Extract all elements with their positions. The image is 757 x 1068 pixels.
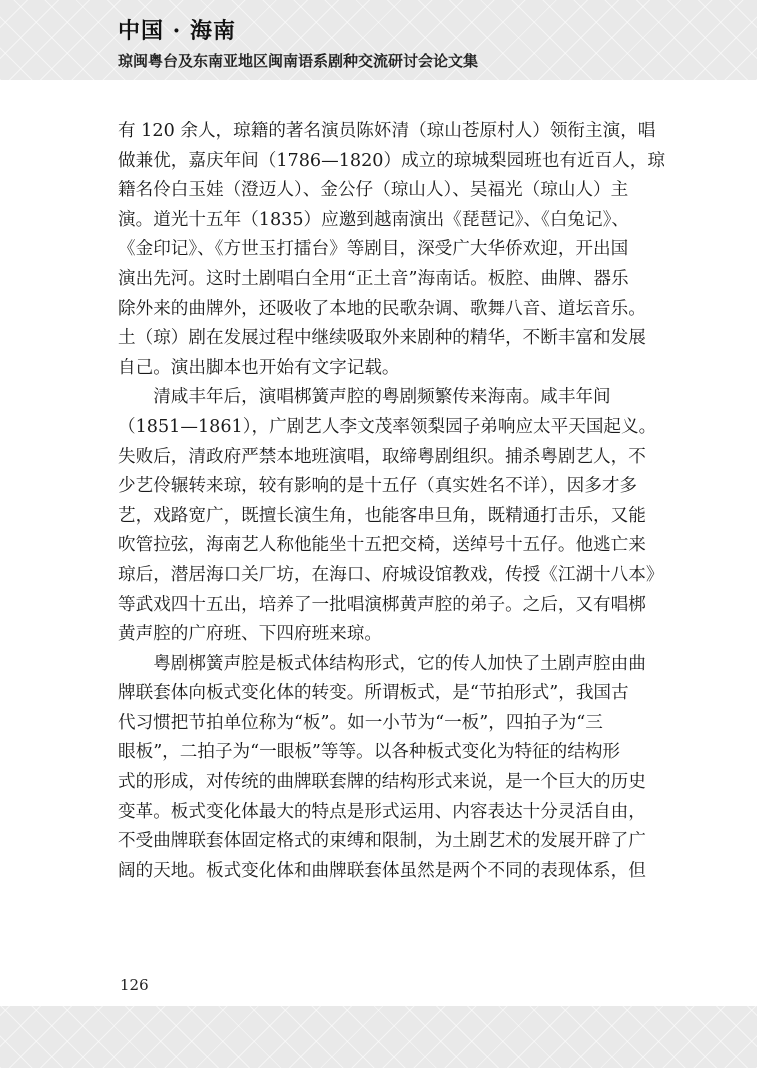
text-line: 眼板”，二拍子为“一眼板”等等。以各种板式变化为特征的结构形 <box>118 742 621 763</box>
text-line: 牌联套体向板式变化体的转变。所谓板式，是“节拍形式”，我国古 <box>118 683 629 704</box>
text-line: 变革。板式变化体最大的特点是形式运用、内容表达十分灵活自由， <box>118 801 646 822</box>
text-line: 吹管拉弦，海南艺人称他能坐十五把交椅，送绰号十五仔。他逃亡来 <box>118 535 646 556</box>
text-line: 琼后，潜居海口关厂坊，在海口、府城设馆教戏，传授《江湖十八本》 <box>118 564 664 585</box>
text-line: 《金印记》、《方世玉打擂台》等剧目，深受广大华侨欢迎，开出国 <box>118 239 629 260</box>
paragraph-start-line: 粤剧梆簧声腔是板式体结构形式，它的传人加快了土剧声腔由曲 <box>153 653 646 674</box>
text-line: 除外来的曲牌外，还吸收了本地的民歌杂调、歌舞八音、道坛音乐。 <box>118 298 646 319</box>
text-line: 式的形成，对传统的曲牌联套牌的结构形式来说，是一个巨大的历史 <box>118 772 646 793</box>
book-title: 中国 · 海南 <box>118 18 236 44</box>
text-line: 阔的天地。板式变化体和曲牌联套体虽然是两个不同的表现体系，但 <box>118 860 646 881</box>
book-subtitle: 琼闽粤台及东南亚地区闽南语系剧种交流研讨会论文集 <box>118 52 479 70</box>
text-line: 艺，戏路宽广，既擅长演生角，也能客串旦角，既精通打击乐，又能 <box>118 505 646 526</box>
text-line: （1851—1861），广剧艺人李文茂率领梨园子弟响应太平天国起义。 <box>118 416 657 437</box>
text-line: 失败后，清政府严禁本地班演唱，取缔粤剧组织。捕杀粤剧艺人，不 <box>118 446 646 467</box>
text-line: 代习惯把节拍单位称为“板”。如一小节为“一板”，四拍子为“三 <box>118 712 603 733</box>
text-line: 少艺伶辗转来琼，较有影响的是十五仔（真实姓名不详），因多才多 <box>118 476 638 497</box>
text-line: 土（琼）剧在发展过程中继续吸取外来剧种的精华，不断丰富和发展 <box>118 328 646 349</box>
text-line: 自己。演出脚本也开始有文字记载。 <box>118 357 400 378</box>
footer-band <box>0 1006 757 1068</box>
text-line: 做兼优，嘉庆年间（1786—1820）成立的琼城梨园班也有近百人，琼 <box>118 150 665 171</box>
text-line: 不受曲牌联套体固定格式的束缚和限制，为土剧艺术的发展开辟了广 <box>118 831 646 852</box>
text-line: 黄声腔的广府班、下四府班来琼。 <box>118 624 382 645</box>
text-line: 有 120 余人，琼籍的著名演员陈妚清（琼山苍原村人）领衔主演，唱 <box>118 121 656 141</box>
text-line: 演出先河。这时土剧唱白全用“正土音”海南话。板腔、曲牌、器乐 <box>118 268 629 289</box>
paragraph-start-line: 清咸丰年后，演唱梆簧声腔的粤剧频繁传来海南。咸丰年间 <box>153 387 611 408</box>
body-text <box>118 117 665 886</box>
page-number: 126 <box>120 976 149 994</box>
text-line: 等武戏四十五出，培养了一批唱演梆黄声腔的弟子。之后，又有唱梆 <box>118 594 646 615</box>
text-line: 演。道光十五年（1835）应邀到越南演出《琵琶记》、《白兔记》、 <box>118 209 630 230</box>
header-band <box>0 0 757 80</box>
text-line: 籍名伶白玉娃（澄迈人）、金公仔（琼山人）、吴福光（琼山人）主 <box>118 180 629 201</box>
